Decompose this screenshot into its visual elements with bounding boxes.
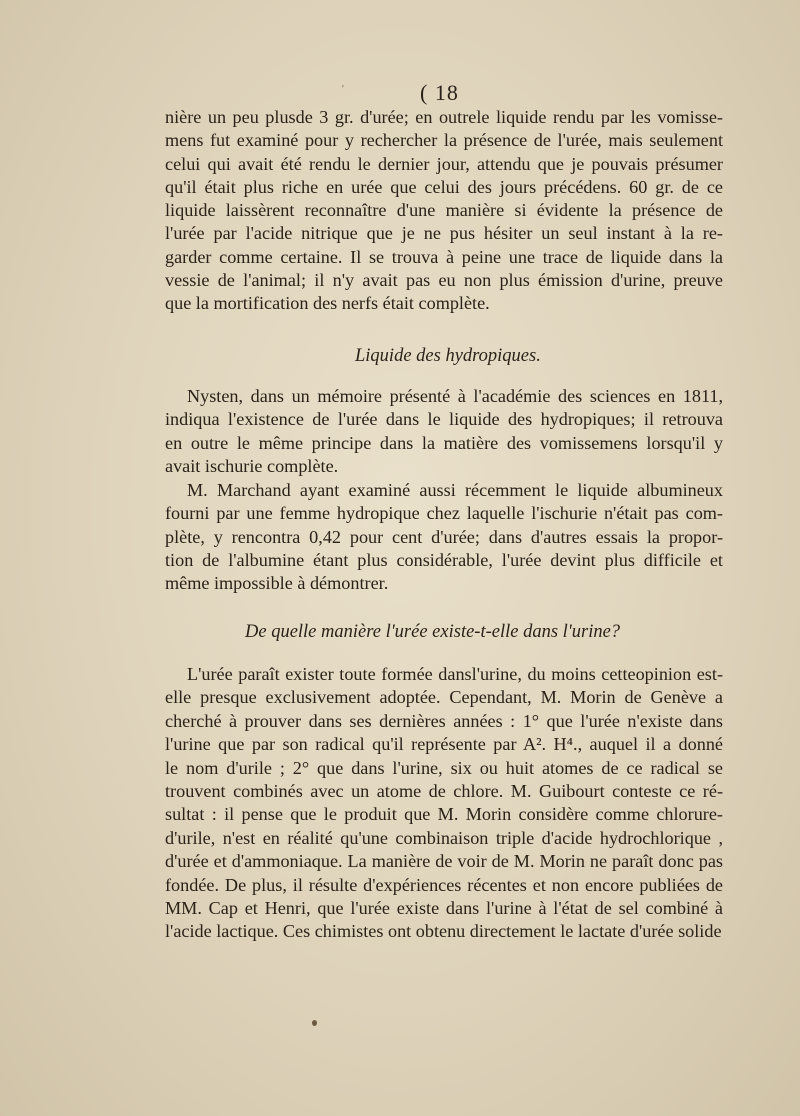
- text-line: vessie de l'animal; il n'y avait pas eu non plus émission d'urine, preuve: [165, 270, 723, 291]
- text-line: fourni par une femme hydropique chez laquelle l'ischurie n'était pas com-: [165, 503, 723, 524]
- paragraph-marchand: [165, 479, 723, 595]
- text-line: cherché à prouver dans ses dernières années : 1° que l'urée n'existe dans: [165, 710, 723, 731]
- text-line: fondée. De plus, il résulte d'expériences récentes et non encore publiées de: [165, 874, 723, 895]
- paragraph-urea-vomit: [165, 106, 723, 316]
- text-line: d'urile, n'est en réalité qu'une combinaison triple d'acide hydrochlorique ,: [165, 827, 723, 848]
- text-line: celui qui avait été rendu le dernier jour, attendu que je pouvais présumer: [165, 153, 723, 174]
- text-line: M. Marchand ayant examiné aussi récemment le liquide albumineux: [187, 480, 723, 500]
- paragraph-morin: [165, 663, 723, 944]
- text-line: L'urée paraît exister toute formée dansl'urine, du moins cetteopinion est-: [187, 664, 723, 684]
- text-line: l'acide lactique. Ces chimistes ont obtenu directement le lactate d'urée solide: [165, 921, 722, 942]
- text-line: l'urée par l'acide nitrique que je ne pus hésiter un seul instant à la re-: [165, 223, 723, 244]
- heading-liquide-hydropiques: Liquide des hydropiques.: [355, 346, 541, 366]
- text-line: en outre le même principe dans la matière des vomissemens lorsqu'il y: [165, 432, 723, 453]
- text-line: l'urine que par son radical qu'il représente par A². H⁴., auquel il a donné: [165, 734, 723, 755]
- text-line: que la mortification des nerfs était complète.: [165, 293, 490, 314]
- text-line: d'urée et d'ammoniaque. La manière de voir de M. Morin ne paraît donc pas: [165, 851, 723, 872]
- text-line: nière un peu plusde 3 gr. d'urée; en outrele liquide rendu par les vomisse-: [165, 107, 723, 127]
- text-line: sultat : il pense que le produit que M. Morin considère comme chlorure-: [165, 804, 723, 825]
- text-line: tion de l'albumine étant plus considérable, l'urée devint plus difficile et: [165, 549, 723, 570]
- text-line: qu'il était plus riche en urée que celui des jours précédens. 60 gr. de ce: [165, 176, 723, 197]
- page-number: ( 18: [420, 80, 459, 105]
- paragraph-nysten: [165, 385, 723, 478]
- text-line: liquide laissèrent reconnaître d'une manière si évidente la présence de: [165, 200, 723, 221]
- text-line: avait ischurie complète.: [165, 455, 339, 476]
- ink-dot: [312, 1020, 317, 1026]
- text-line: plète, y rencontra 0,42 pour cent d'urée; dans d'autres essais la propor-: [165, 526, 723, 547]
- text-line: le nom d'urile ; 2° que dans l'urine, six ou huit atomes de ce radical se: [165, 757, 723, 778]
- text-line: Nysten, dans un mémoire présenté à l'académie des sciences en 1811,: [187, 386, 723, 406]
- text-line: indiqua l'existence de l'urée dans le liquide des hydropiques; il retrouva: [165, 409, 723, 430]
- text-line: elle presque exclusivement adoptée. Cependant, M. Morin de Genève a: [165, 687, 723, 708]
- text-line: MM. Cap et Henri, que l'urée existe dans l'urine à l'état de sel combiné à: [165, 898, 723, 919]
- ink-speck: ': [342, 84, 344, 95]
- heading-urea-existence: De quelle manière l'urée existe-t-elle dans l'urine?: [245, 622, 621, 642]
- text-line: mens fut examiné pour y rechercher la présence de l'urée, mais seulement: [165, 130, 723, 151]
- text-line: garder comme certaine. Il se trouva à peine une trace de liquide dans la: [165, 246, 723, 267]
- text-line: même impossible à démontrer.: [165, 573, 389, 594]
- text-line: trouvent combinés avec un atome de chlore. M. Guibourt conteste ce ré-: [165, 781, 723, 802]
